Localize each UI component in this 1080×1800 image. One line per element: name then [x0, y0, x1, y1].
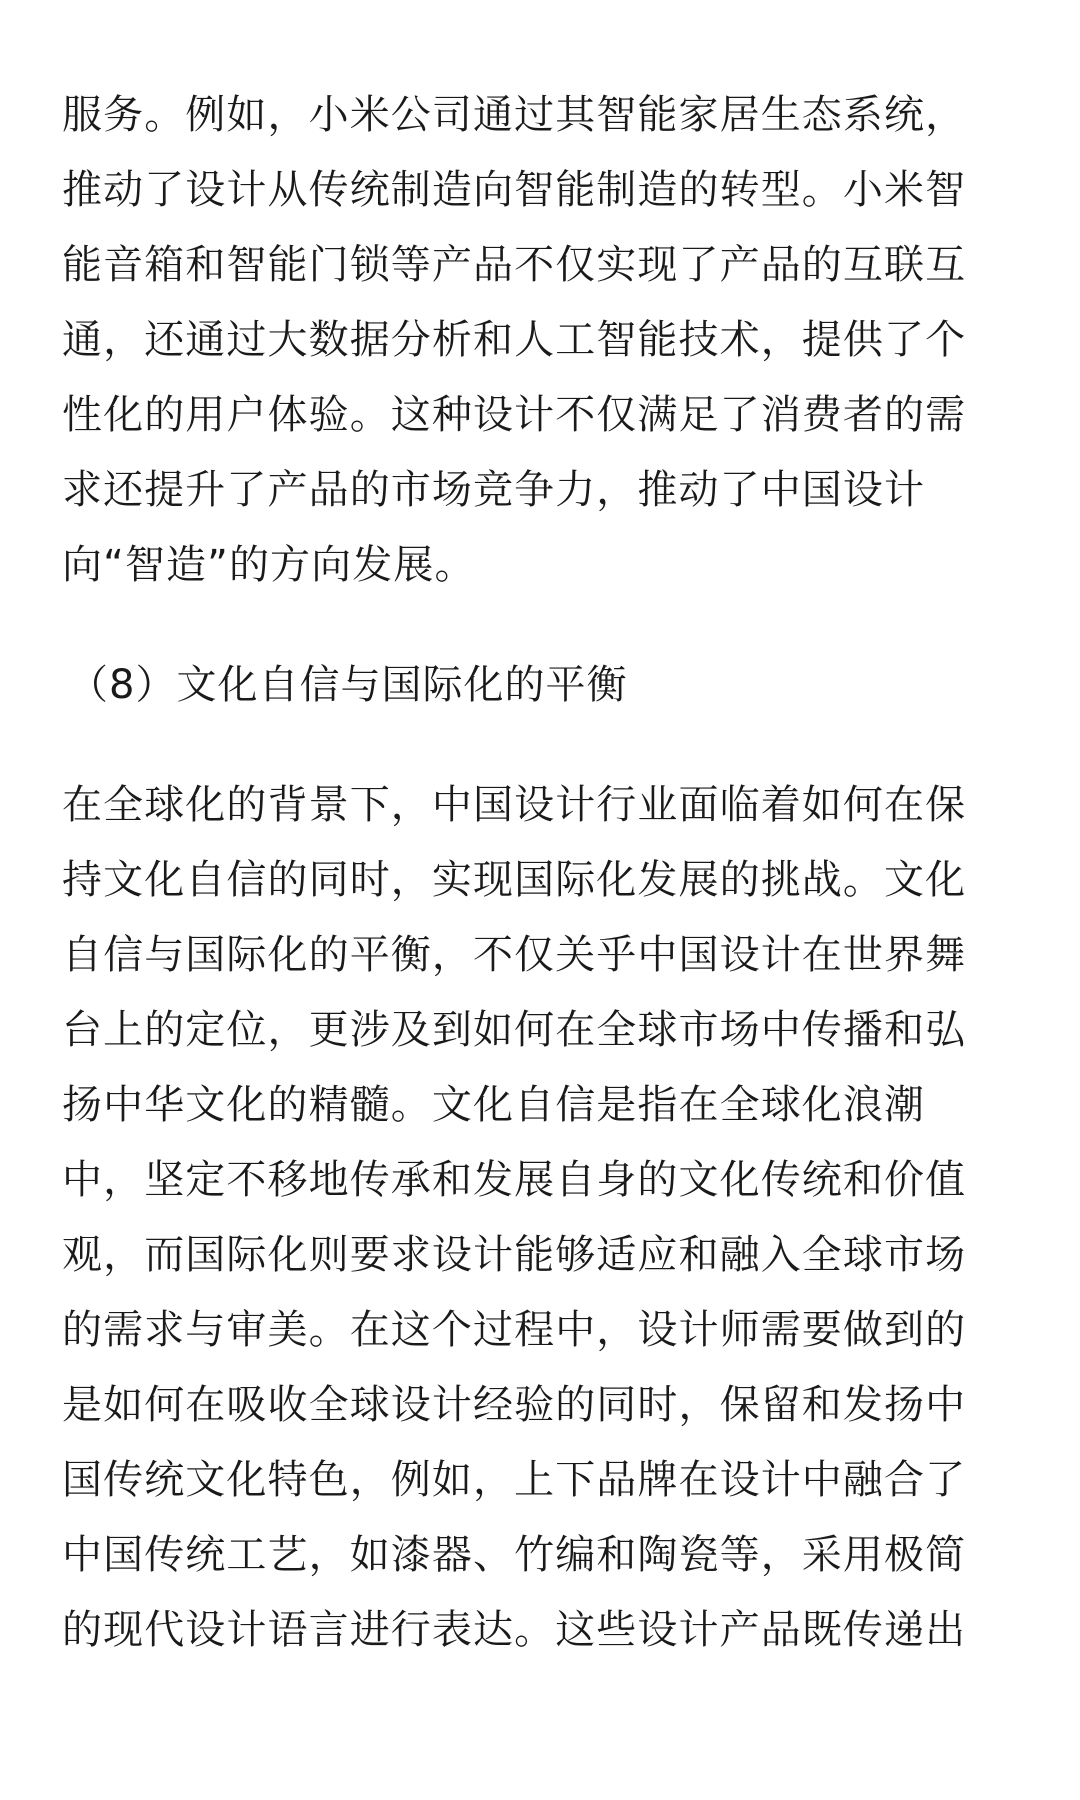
text-line: 的现代设计语言进行表达。这些设计产品既传递出 — [62, 1607, 967, 1653]
text-line: 国传统文化特色，例如，上下品牌在设计中融合了 — [62, 1457, 967, 1503]
text-line: 向“智造”的方向发展。 — [62, 542, 476, 588]
text-line: 通，还通过大数据分析和人工智能技术，提供了个 — [62, 317, 967, 363]
text-line: 扬中华文化的精髓。文化自信是指在全球化浪潮 — [62, 1082, 926, 1128]
text-line: 求还提升了产品的市场竞争力，推动了中国设计 — [62, 467, 926, 513]
text-line: 能音箱和智能门锁等产品不仅实现了产品的互联互 — [62, 242, 967, 288]
text-line: 持文化自信的同时，实现国际化发展的挑战。文化 — [62, 857, 967, 903]
text-line: 在全球化的背景下，中国设计行业面临着如何在保 — [62, 782, 967, 828]
article-body — [62, 78, 1022, 1668]
text-line: 是如何在吸收全球设计经验的同时，保留和发扬中 — [62, 1382, 967, 1428]
text-line: 自信与国际化的平衡，不仅关乎中国设计在世界舞 — [62, 932, 967, 978]
text-line: 推动了设计从传统制造向智能制造的转型。小米智 — [62, 167, 967, 213]
text-line: 性化的用户体验。这种设计不仅满足了消费者的需 — [62, 392, 967, 438]
text-line: 的需求与审美。在这个过程中，设计师需要做到的 — [62, 1307, 967, 1353]
text-line: 观，而国际化则要求设计能够适应和融入全球市场 — [62, 1232, 967, 1278]
text-line: 服务。例如，小米公司通过其智能家居生态系统， — [62, 92, 967, 138]
text-line: 台上的定位，更涉及到如何在全球市场中传播和弘 — [62, 1007, 967, 1053]
paragraph-xiaomi-smart-design — [62, 78, 1022, 603]
paragraph-cultural-confidence — [62, 768, 1022, 1668]
text-line: 中国传统工艺，如漆器、竹编和陶瓷等，采用极简 — [62, 1532, 967, 1578]
section-heading: （8）文化自信与国际化的平衡 — [68, 662, 628, 708]
text-line: 中，坚定不移地传承和发展自身的文化传统和价值 — [62, 1157, 967, 1203]
